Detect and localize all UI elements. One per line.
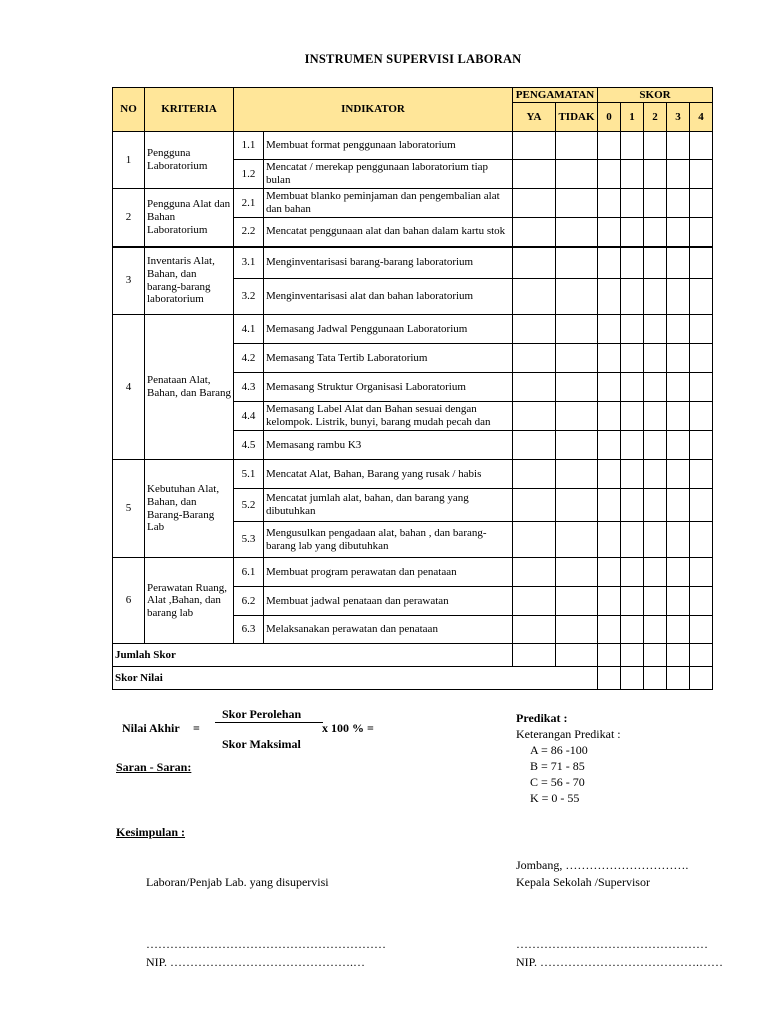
jumlah-skor-label: Jumlah Skor: [113, 644, 513, 667]
indicator-code: 5.3: [234, 522, 264, 558]
nilai-score-cell[interactable]: [667, 667, 690, 690]
criteria-number: 1: [113, 132, 145, 189]
indicator-text: Mencatat jumlah alat, bahan, dan barang yang dibutuhkan: [264, 489, 513, 522]
total-score-cell[interactable]: [667, 644, 690, 667]
score-cell[interactable]: [598, 315, 621, 344]
indicator-code: 3.1: [234, 247, 264, 279]
check-ya[interactable]: [513, 315, 556, 344]
score-cell[interactable]: [667, 132, 690, 160]
score-cell[interactable]: [690, 247, 713, 279]
check-tidak[interactable]: [556, 431, 598, 460]
criteria-name: Pengguna Alat dan Bahan Laboratorium: [145, 189, 234, 247]
score-cell[interactable]: [621, 373, 644, 402]
table-body: [113, 132, 713, 690]
criteria-name: Inventaris Alat, Bahan, dan barang-barang laboratorium: [145, 247, 234, 315]
score-cell[interactable]: [667, 279, 690, 315]
score-cell[interactable]: [667, 344, 690, 373]
score-cell[interactable]: [667, 616, 690, 644]
right-signatory-role: Kepala Sekolah /Supervisor: [516, 875, 650, 889]
total-ya[interactable]: [513, 644, 556, 667]
check-ya[interactable]: [513, 558, 556, 587]
header-skor-0: 0: [598, 103, 621, 132]
kesimpulan-heading: Kesimpulan :: [116, 825, 186, 839]
score-cell[interactable]: [690, 616, 713, 644]
criteria-name: Kebutuhan Alat, Bahan, dan Barang-Barang Lab: [145, 460, 234, 558]
score-cell[interactable]: [667, 315, 690, 344]
check-tidak[interactable]: [556, 460, 598, 489]
score-cell[interactable]: [644, 132, 667, 160]
score-cell[interactable]: [644, 616, 667, 644]
check-tidak[interactable]: [556, 132, 598, 160]
indicator-code: 6.1: [234, 558, 264, 587]
score-cell[interactable]: [598, 344, 621, 373]
nilai-akhir-label: Nilai Akhir: [122, 721, 180, 735]
score-cell[interactable]: [621, 616, 644, 644]
header-skor-4: 4: [690, 103, 713, 132]
header-kriteria: KRITERIA: [145, 88, 234, 132]
total-score-cell[interactable]: [690, 644, 713, 667]
score-cell[interactable]: [667, 587, 690, 616]
score-cell[interactable]: [598, 247, 621, 279]
check-tidak[interactable]: [556, 344, 598, 373]
table-row: [113, 132, 713, 160]
criteria-number: 2: [113, 189, 145, 247]
score-cell[interactable]: [644, 373, 667, 402]
score-cell[interactable]: [598, 558, 621, 587]
score-cell[interactable]: [644, 522, 667, 558]
score-cell[interactable]: [598, 522, 621, 558]
fraction-line: [215, 722, 323, 723]
score-cell[interactable]: [644, 279, 667, 315]
score-cell[interactable]: [667, 160, 690, 189]
indicator-code: 4.1: [234, 315, 264, 344]
score-cell[interactable]: [644, 460, 667, 489]
score-cell[interactable]: [621, 279, 644, 315]
keterangan-predikat: Keterangan Predikat :: [516, 727, 621, 741]
criteria-name: Pengguna Laboratorium: [145, 132, 234, 189]
score-cell[interactable]: [690, 279, 713, 315]
indicator-text: Membuat format penggunaan laboratorium: [264, 132, 513, 160]
indicator-code: 4.4: [234, 402, 264, 431]
formula-numerator: Skor Perolehan: [222, 707, 302, 721]
score-cell[interactable]: [621, 522, 644, 558]
right-nip: NIP. ………………………………….……: [516, 955, 724, 969]
score-cell[interactable]: [598, 431, 621, 460]
check-tidak[interactable]: [556, 587, 598, 616]
score-cell[interactable]: [621, 132, 644, 160]
supervision-table: [112, 87, 713, 690]
score-cell[interactable]: [598, 189, 621, 218]
indicator-text: Mencatat Alat, Bahan, Barang yang rusak / habis: [264, 460, 513, 489]
place-date: Jombang, ………………………….: [516, 858, 689, 872]
indicator-code: 2.2: [234, 218, 264, 247]
predikat-title: Predikat :: [516, 711, 568, 725]
indicator-text: Memasang Jadwal Penggunaan Laboratorium: [264, 315, 513, 344]
check-tidak[interactable]: [556, 373, 598, 402]
check-ya[interactable]: [513, 218, 556, 247]
nilai-score-cell[interactable]: [644, 667, 667, 690]
score-cell[interactable]: [667, 489, 690, 522]
score-cell[interactable]: [598, 218, 621, 247]
score-cell[interactable]: [667, 522, 690, 558]
check-ya[interactable]: [513, 587, 556, 616]
table-row: [113, 460, 713, 489]
score-cell[interactable]: [667, 189, 690, 218]
score-cell[interactable]: [644, 160, 667, 189]
total-score-cell[interactable]: [621, 644, 644, 667]
check-ya[interactable]: [513, 616, 556, 644]
header-skor: SKOR: [598, 88, 713, 103]
score-cell[interactable]: [621, 247, 644, 279]
check-tidak[interactable]: [556, 558, 598, 587]
score-cell[interactable]: [644, 247, 667, 279]
score-cell[interactable]: [644, 587, 667, 616]
score-cell[interactable]: [621, 489, 644, 522]
score-cell[interactable]: [644, 431, 667, 460]
header-pengamatan: PENGAMATAN: [513, 88, 598, 103]
nilai-score-cell[interactable]: [621, 667, 644, 690]
score-cell[interactable]: [644, 218, 667, 247]
indicator-text: Memasang Struktur Organisasi Laboratorium: [264, 373, 513, 402]
total-score-cell[interactable]: [644, 644, 667, 667]
score-cell[interactable]: [690, 344, 713, 373]
score-cell[interactable]: [598, 489, 621, 522]
criteria-number: 6: [113, 558, 145, 644]
check-tidak[interactable]: [556, 616, 598, 644]
score-cell[interactable]: [690, 558, 713, 587]
score-cell[interactable]: [598, 587, 621, 616]
score-cell[interactable]: [667, 402, 690, 431]
score-cell[interactable]: [667, 218, 690, 247]
check-ya[interactable]: [513, 279, 556, 315]
right-signature-line: …………………………………………: [516, 937, 708, 951]
score-cell[interactable]: [621, 160, 644, 189]
indicator-code: 4.5: [234, 431, 264, 460]
check-ya[interactable]: [513, 247, 556, 279]
check-ya[interactable]: [513, 402, 556, 431]
score-cell[interactable]: [690, 431, 713, 460]
score-cell[interactable]: [644, 189, 667, 218]
indicator-code: 6.3: [234, 616, 264, 644]
score-cell[interactable]: [644, 344, 667, 373]
check-ya[interactable]: [513, 344, 556, 373]
score-cell[interactable]: [690, 373, 713, 402]
score-cell[interactable]: [598, 279, 621, 315]
indicator-text: Melaksanakan perawatan dan penataan: [264, 616, 513, 644]
check-tidak[interactable]: [556, 522, 598, 558]
criteria-name: Penataan Alat, Bahan, dan Barang: [145, 315, 234, 460]
document-title: INSTRUMEN SUPERVISI LABORAN: [304, 52, 522, 66]
header-ya: YA: [513, 103, 556, 132]
table-row: [113, 247, 713, 279]
check-ya[interactable]: [513, 160, 556, 189]
score-cell[interactable]: [621, 558, 644, 587]
score-cell[interactable]: [667, 460, 690, 489]
indicator-text: Menginventarisasi barang-barang laboratorium: [264, 247, 513, 279]
header-no: NO: [113, 88, 145, 132]
indicator-text: Mencatat / merekap penggunaan laboratorium tiap bulan: [264, 160, 513, 189]
criteria-name: Perawatan Ruang, Alat ,Bahan, dan barang lab: [145, 558, 234, 644]
indicator-text: Memasang rambu K3: [264, 431, 513, 460]
score-cell[interactable]: [621, 587, 644, 616]
indicator-text: Membuat program perawatan dan penataan: [264, 558, 513, 587]
score-cell[interactable]: [621, 218, 644, 247]
score-cell[interactable]: [644, 489, 667, 522]
score-cell[interactable]: [690, 315, 713, 344]
criteria-number: 3: [113, 247, 145, 315]
indicator-code: 1.2: [234, 160, 264, 189]
score-cell[interactable]: [621, 460, 644, 489]
criteria-number: 5: [113, 460, 145, 558]
indicator-text: Menginventarisasi alat dan bahan laboratorium: [264, 279, 513, 315]
saran-heading: Saran - Saran:: [116, 760, 192, 774]
table-row: [113, 558, 713, 587]
check-tidak[interactable]: [556, 160, 598, 189]
check-tidak[interactable]: [556, 247, 598, 279]
predikat-item: C = 56 - 70: [530, 775, 585, 789]
score-cell[interactable]: [598, 132, 621, 160]
score-cell[interactable]: [644, 315, 667, 344]
indicator-text: Membuat blanko peminjaman dan pengembalian alat dan bahan: [264, 189, 513, 218]
left-nip: NIP. ……………………………………….…: [146, 955, 366, 969]
indicator-code: 5.2: [234, 489, 264, 522]
score-cell[interactable]: [690, 460, 713, 489]
score-cell[interactable]: [667, 373, 690, 402]
total-score-cell[interactable]: [598, 644, 621, 667]
indicator-text: Mengusulkan pengadaan alat, bahan , dan barang-barang lab yang dibutuhkan: [264, 522, 513, 558]
formula-equals: =: [193, 721, 200, 735]
header-skor-3: 3: [667, 103, 690, 132]
check-tidak[interactable]: [556, 402, 598, 431]
indicator-text: Memasang Label Alat dan Bahan sesuai dengan kelompok. Listrik, bunyi, barang mudah pecah dan: [264, 402, 513, 431]
indicator-code: 6.2: [234, 587, 264, 616]
nilai-score-cell[interactable]: [690, 667, 713, 690]
table-row: [113, 315, 713, 344]
jumlah-skor-row: [113, 644, 713, 667]
score-cell[interactable]: [690, 402, 713, 431]
score-cell[interactable]: [690, 489, 713, 522]
indicator-code: 2.1: [234, 189, 264, 218]
left-signatory-role: Laboran/Penjab Lab. yang disupervisi: [146, 875, 329, 889]
score-cell[interactable]: [667, 431, 690, 460]
score-cell[interactable]: [690, 160, 713, 189]
score-cell[interactable]: [621, 402, 644, 431]
check-tidak[interactable]: [556, 489, 598, 522]
indicator-text: Mencatat penggunaan alat dan bahan dalam kartu stok: [264, 218, 513, 247]
check-tidak[interactable]: [556, 279, 598, 315]
score-cell[interactable]: [690, 522, 713, 558]
formula-multiplier: x 100 % =: [322, 721, 374, 735]
score-cell[interactable]: [621, 315, 644, 344]
indicator-text: Membuat jadwal penataan dan perawatan: [264, 587, 513, 616]
header-skor-2: 2: [644, 103, 667, 132]
check-ya[interactable]: [513, 460, 556, 489]
score-cell[interactable]: [621, 431, 644, 460]
check-tidak[interactable]: [556, 218, 598, 247]
score-cell[interactable]: [667, 558, 690, 587]
table-row: [113, 189, 713, 218]
skor-nilai-row: [113, 667, 713, 690]
score-cell[interactable]: [598, 616, 621, 644]
nilai-score-cell[interactable]: [598, 667, 621, 690]
header-indikator: INDIKATOR: [234, 88, 513, 132]
score-cell[interactable]: [621, 344, 644, 373]
check-ya[interactable]: [513, 522, 556, 558]
indicator-code: 4.2: [234, 344, 264, 373]
header-skor-1: 1: [621, 103, 644, 132]
indicator-code: 5.1: [234, 460, 264, 489]
score-cell[interactable]: [644, 558, 667, 587]
check-tidak[interactable]: [556, 189, 598, 218]
score-cell[interactable]: [690, 189, 713, 218]
formula-denominator: Skor Maksimal: [222, 737, 301, 751]
check-ya[interactable]: [513, 431, 556, 460]
score-cell[interactable]: [690, 587, 713, 616]
score-cell[interactable]: [690, 132, 713, 160]
predikat-item: B = 71 - 85: [530, 759, 585, 773]
check-ya[interactable]: [513, 373, 556, 402]
score-cell[interactable]: [598, 460, 621, 489]
left-signature-line: ……………………………………………………: [146, 937, 386, 951]
score-cell[interactable]: [598, 160, 621, 189]
header-tidak: TIDAK: [556, 103, 598, 132]
score-cell[interactable]: [690, 218, 713, 247]
score-cell[interactable]: [644, 402, 667, 431]
score-cell[interactable]: [667, 247, 690, 279]
total-tidak[interactable]: [556, 644, 598, 667]
check-tidak[interactable]: [556, 315, 598, 344]
indicator-code: 4.3: [234, 373, 264, 402]
predikat-item: K = 0 - 55: [530, 791, 580, 805]
check-ya[interactable]: [513, 132, 556, 160]
check-ya[interactable]: [513, 189, 556, 218]
indicator-text: Memasang Tata Tertib Laboratorium: [264, 344, 513, 373]
indicator-code: 3.2: [234, 279, 264, 315]
criteria-number: 4: [113, 315, 145, 460]
predikat-item: A = 86 -100: [530, 743, 588, 757]
indicator-code: 1.1: [234, 132, 264, 160]
check-ya[interactable]: [513, 489, 556, 522]
score-cell[interactable]: [598, 373, 621, 402]
score-cell[interactable]: [598, 402, 621, 431]
skor-nilai-label: Skor Nilai: [113, 667, 598, 690]
score-cell[interactable]: [621, 189, 644, 218]
